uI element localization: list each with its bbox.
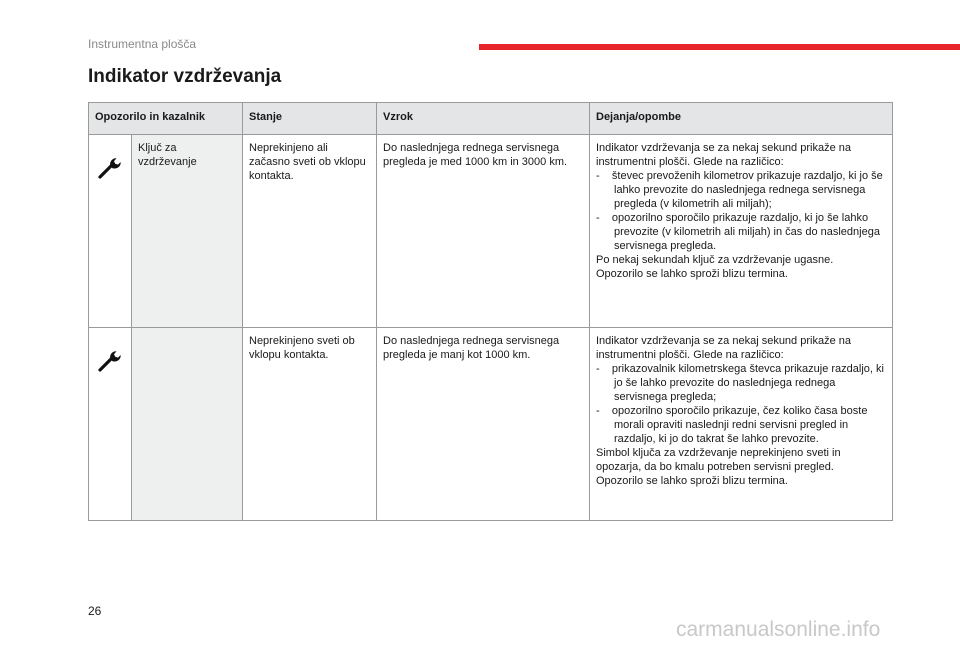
bullet-text: števec prevoženih kilometrov prikazuje razdaljo, ki jo še lahko prevozite do naslednjega rednega servisnega pregleda (v kilometrih ali miljah);	[611, 170, 883, 210]
actions-cell	[590, 328, 893, 521]
column-header-actions: Dejanja/opombe	[590, 103, 893, 135]
wrench-icon	[97, 155, 123, 181]
table-row	[89, 328, 893, 521]
indicator-icon-cell	[89, 328, 132, 521]
page-title: Indikator vzdrževanja	[88, 66, 282, 87]
actions-bullet: - opozorilno sporočilo prikazuje, čez koliko časa boste morali opraviti naslednji redni servisni pregled in razdaljo, ki jo do takrat še lahko prevozite.	[596, 405, 868, 445]
page-number: 26	[88, 604, 102, 618]
condition-cell: Neprekinjeno ali začasno sveti ob vklopu kontakta.	[243, 135, 377, 328]
actions-outro: Opozorilo se lahko sproži blizu termina.	[596, 475, 788, 487]
cause-cell: Do naslednjega rednega servisnega pregleda je med 1000 km in 3000 km.	[377, 135, 590, 328]
indicator-name: Ključ za vzdrževanje	[132, 135, 243, 328]
cause-cell: Do naslednjega rednega servisnega pregleda je manj kot 1000 km.	[377, 328, 590, 521]
bullet-text: prikazovalnik kilometrskega števca prikazuje razdaljo, ki jo še lahko prevozite do naslednjega rednega servisnega pregleda;	[611, 363, 884, 403]
wrench-icon	[97, 348, 123, 374]
bullet-text: opozorilno sporočilo prikazuje, čez koliko časa boste morali opraviti naslednji redni servisni pregled in razdaljo, ki jo do takrat še lahko prevozite.	[611, 405, 868, 445]
actions-outro: Simbol ključa za vzdrževanje neprekinjeno sveti in opozarja, da bo kmalu potreben servisni pregled.	[596, 447, 841, 473]
watermark: carmanualsonline.info	[676, 618, 881, 641]
bullet-text: opozorilno sporočilo prikazuje razdaljo, ki jo še lahko prevozite (v kilometrih ali miljah) in čas do naslednjega servisnega pregleda.	[611, 212, 880, 252]
column-header-condition: Stanje	[243, 103, 377, 135]
column-header-cause: Vzrok	[377, 103, 590, 135]
indicator-name	[132, 328, 243, 521]
actions-bullet: - prikazovalnik kilometrskega števca prikazuje razdaljo, ki jo še lahko prevozite do naslednjega rednega servisnega pregleda;	[596, 363, 884, 403]
actions-outro: Po nekaj sekundah ključ za vzdrževanje ugasne.	[596, 254, 834, 266]
header-accent-bar	[479, 44, 960, 50]
actions-intro: Indikator vzdrževanja se za nekaj sekund prikaže na instrumentni plošči. Glede na različico:	[596, 142, 851, 168]
actions-bullet: - opozorilno sporočilo prikazuje razdaljo, ki jo še lahko prevozite (v kilometrih ali miljah) in čas do naslednjega servisnega pregleda.	[596, 212, 880, 252]
table-row	[89, 135, 893, 328]
actions-cell	[590, 135, 893, 328]
actions-intro: Indikator vzdrževanja se za nekaj sekund prikaže na instrumentni plošči. Glede na različico:	[596, 335, 851, 361]
warning-table	[88, 102, 893, 521]
actions-outro: Opozorilo se lahko sproži blizu termina.	[596, 268, 788, 280]
indicator-icon-cell	[89, 135, 132, 328]
table-header-row	[89, 103, 893, 135]
condition-cell: Neprekinjeno sveti ob vklopu kontakta.	[243, 328, 377, 521]
section-title: Instrumentna plošča	[88, 37, 197, 51]
column-header-warning: Opozorilo in kazalnik	[89, 103, 243, 135]
actions-bullet: - števec prevoženih kilometrov prikazuje razdaljo, ki jo še lahko prevozite do naslednjega rednega servisnega pregleda (v kilometrih ali miljah);	[596, 170, 883, 210]
